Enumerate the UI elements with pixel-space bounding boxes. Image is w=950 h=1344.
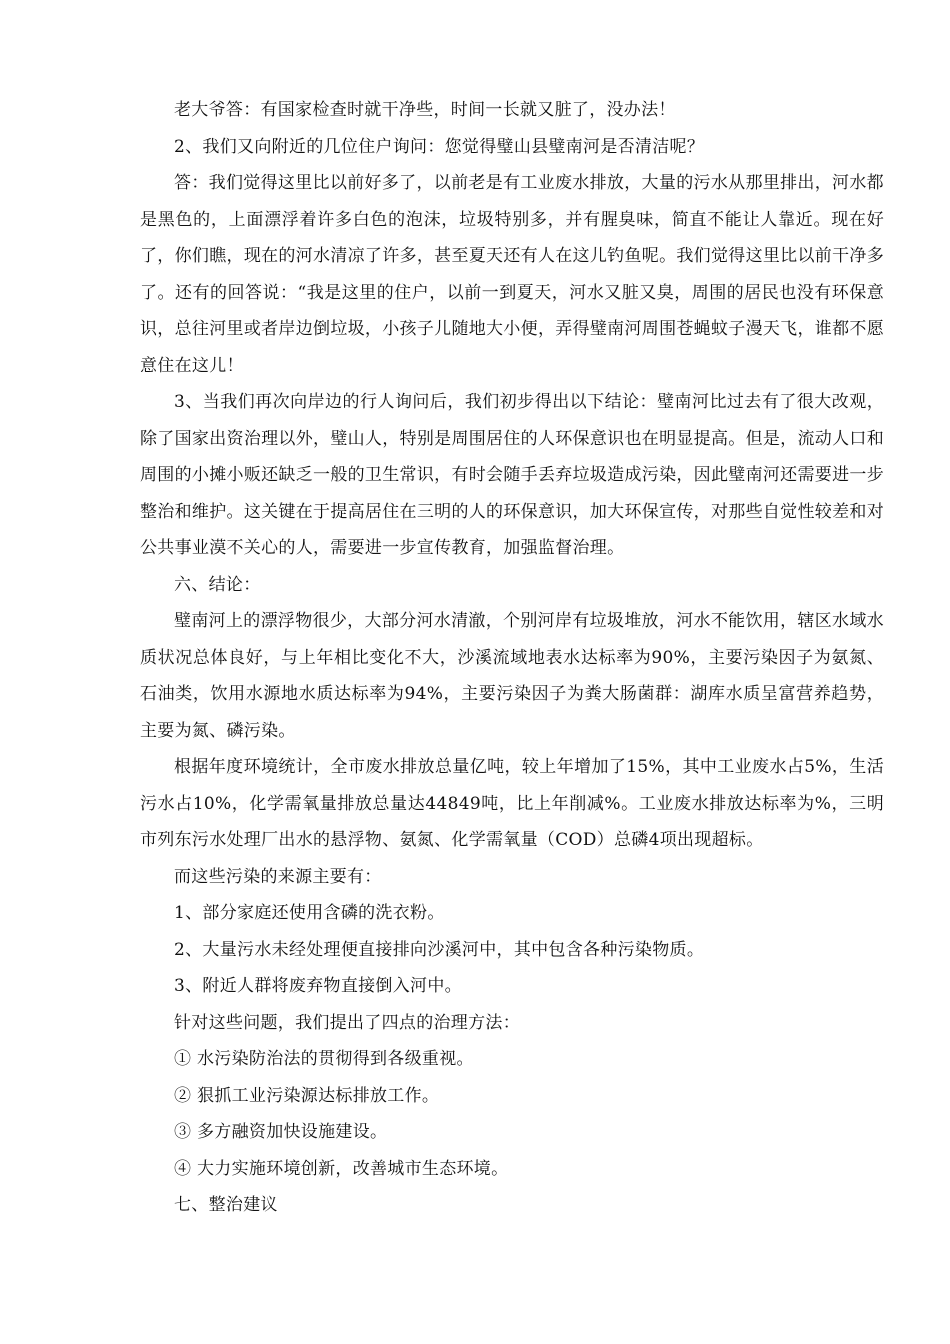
list-item-method-2: ② 狠抓工业污染源达标排放工作。 <box>174 1085 440 1106</box>
section-heading-conclusion: 六、结论： <box>174 574 261 595</box>
document-body <box>140 92 884 1224</box>
paragraph-sources-intro: 而这些污染的来源主要有： <box>174 866 382 887</box>
paragraph-finding-3: 3、当我们再次向岸边的行人询问后，我们初步得出以下结论：璧南河比过去有了很大改观，除了国家出资治理以外，璧山人，特别是周围居住的人环保意识也在明显提高。但是，流动人口和周围的小摊小贩还缺乏一般的卫生常识，有时会随手丢弃垃圾造成污染，因此璧南河还需要进一步整治和维护。这关键在于提高居住在三明的人的环保意识，加大环保宣传，对那些自觉性较差和对公共事业漠不关心的人，需要进一步宣传教育，加强监督治理。 <box>140 392 884 558</box>
list-item-source-3: 3、附近人群将废弃物直接倒入河中。 <box>174 976 462 996</box>
paragraph-methods-intro: 针对这些问题，我们提出了四点的治理方法： <box>174 1012 520 1033</box>
section-heading-suggestions: 七、整治建议 <box>174 1195 278 1215</box>
list-item-method-1: ① 水污染防治法的贯彻得到各级重视。 <box>174 1049 474 1069</box>
list-item-source-2: 2、大量污水未经处理便直接排向沙溪河中，其中包含各种污染物质。 <box>174 939 705 960</box>
paragraph-water-quality: 璧南河上的漂浮物很少，大部分河水清澈，个别河岸有垃圾堆放，河水不能饮用，辖区水域水质状况总体良好，与上年相比变化不大，沙溪流域地表水达标率为90%，主要污染因子为氨氮、石油类，饮用水源地水质达标率为94%，主要污染因子为粪大肠菌群：湖库水质呈富营养趋势，主要为氮、磷污染。 <box>140 611 884 741</box>
list-item-source-1: 1、部分家庭还使用含磷的洗衣粉。 <box>174 903 445 923</box>
list-item-method-3: ③ 多方融资加快设施建设。 <box>174 1122 388 1142</box>
paragraph-statistics: 根据年度环境统计，全市废水排放总量亿吨，较上年增加了15%，其中工业废水占5%，生活污水占10%，化学需氧量排放总量达44849吨，比上年削减%。工业废水排放达标率为%，三明市列东污水处理厂出水的悬浮物、氨氮、化学需氧量（COD）总磷4项出现超标。 <box>140 757 884 850</box>
paragraph-question-2: 2、我们又向附近的几位住户询问：您觉得璧山县璧南河是否清洁呢？ <box>174 136 705 157</box>
paragraph-resident-answer: 答：我们觉得这里比以前好多了，以前老是有工业废水排放，大量的污水从那里排出，河水都是黑色的，上面漂浮着许多白色的泡沫，垃圾特别多，并有腥臭味，简直不能让人靠近。现在好了，你们瞧，现在的河水清凉了许多，甚至夏天还有人在这儿钓鱼呢。我们觉得这里比以前干净多了。还有的回答说：“我是这里的住户，以前一到夏天，河水又脏又臭，周围的居民也没有环保意识，总往河里或者岸边倒垃圾，小孩子儿随地大小便，弄得璧南河周围苍蝇蚊子漫天飞，谁都不愿意住在这儿！ <box>140 173 884 376</box>
paragraph-old-man-answer: 老大爷答：有国家检查时就干净些，时间一长就又脏了，没办法！ <box>174 100 676 120</box>
list-item-method-4: ④ 大力实施环境创新，改善城市生态环境。 <box>174 1158 509 1179</box>
